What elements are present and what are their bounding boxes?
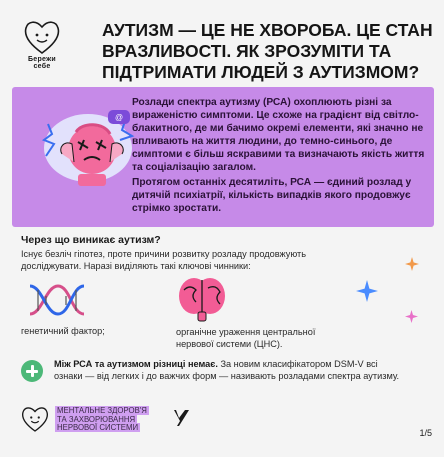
brand-logo-icon — [168, 407, 190, 427]
factor-genetic: генетичний фактор; — [21, 326, 105, 336]
page-number: 1/5 — [419, 428, 432, 438]
logo-line2: себе — [33, 63, 51, 70]
factor-cns: органічне ураження центральної нервової системи (ЦНС). — [176, 327, 316, 349]
stressed-character-illustration — [38, 104, 138, 188]
note-rest: За новим класифікатором DSM-V всі ознаки — від легких і до важчих форм — називають розладами спектра аутизму. — [54, 359, 400, 381]
badge-line1: МЕНТАЛЬНЕ ЗДОРОВ'Я — [57, 406, 147, 415]
dna-icon — [26, 278, 86, 322]
plus-icon — [21, 360, 43, 382]
sparkle-icon — [405, 257, 419, 271]
card-paragraph-2: Протягом останніх десятиліть, РСА — єдиний розлад у дитячій психіатрії, кількість випадків якого продовжує стрімко зростати. — [132, 177, 412, 214]
badge-line3: НЕРВОВОЇ СИСТЕМИ — [57, 423, 139, 433]
badge-line2: ТА ЗАХВОРЮВАННЯ — [57, 414, 136, 424]
note-text — [54, 358, 404, 382]
heart-logo-icon — [22, 18, 62, 56]
section-question: Через що виникає аутизм? — [21, 234, 161, 246]
sparkle-icon — [356, 280, 378, 302]
logo-line1: Бережи — [27, 56, 57, 63]
svg-text:@: @ — [114, 113, 124, 122]
page-title: АУТИЗМ — ЦЕ НЕ ХВОРОБА. ЦЕ СТАН ВРАЗЛИВОСТІ. ЯК ЗРОЗУМІТИ ТА ПІДТРИМАТИ ЛЮДЕЙ З АУТИЗМОМ? — [102, 20, 433, 82]
topic-badge — [55, 407, 165, 433]
bereghy-sebe-logo — [12, 18, 72, 70]
card-paragraph-1: Розлади спектра аутизму (РСА) охоплюють різні за вираженістю симптоми. Це схоже на градієнт від світло-блакитного, де ми бачимо окремі елементи, які значно не впливають на життя людини, до темно-синього, де симптоми є більш яскравими та визначають якість життя та соціалізацію загалом. — [132, 97, 425, 173]
sparkle-icon — [405, 310, 418, 323]
note-bold: Між РСА та аутизмом різниці немає. — [54, 359, 218, 369]
section-intro: Існує безліч гіпотез, проте причини розвитку розладу продовжують досліджувати. Наразі виділяють такі ключові чинники: — [21, 249, 307, 271]
brain-icon — [176, 274, 228, 322]
heart-logo-icon — [20, 404, 50, 434]
